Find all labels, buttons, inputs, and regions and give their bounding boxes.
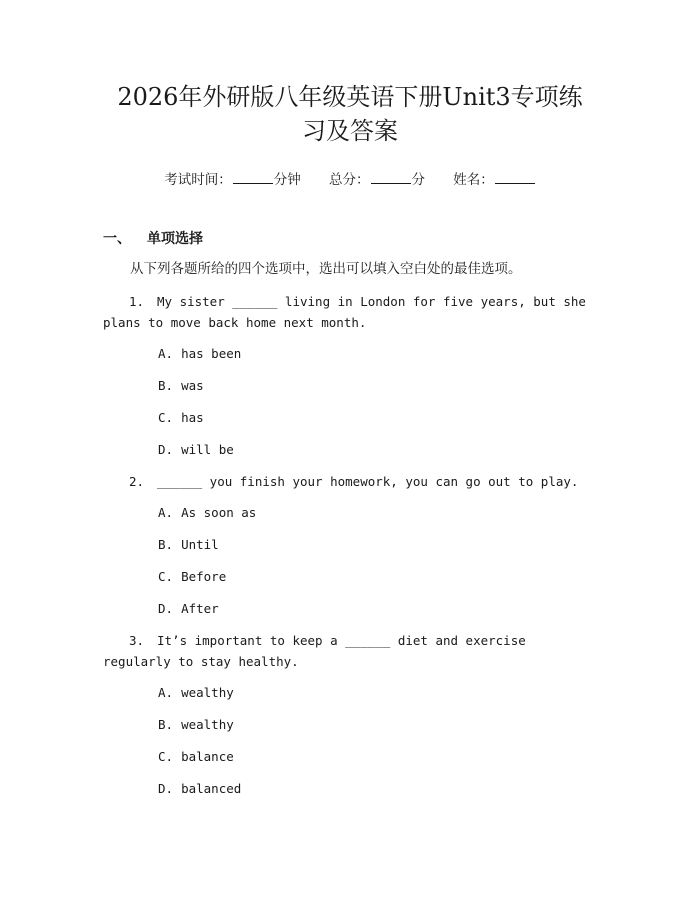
time-blank	[233, 170, 273, 184]
option-letter: B.	[158, 717, 174, 732]
title-line-2: 习及答案	[302, 117, 398, 145]
option-text: After	[181, 601, 219, 616]
option-text: has	[181, 410, 204, 425]
option-text: balance	[181, 749, 234, 764]
exam-time	[164, 170, 301, 189]
title-line-1: 2026年外研版八年级英语下册Unit3专项练	[117, 83, 583, 111]
question-2-option-d	[158, 600, 219, 618]
question-number: 2.	[129, 474, 145, 489]
option-letter: A.	[158, 685, 174, 700]
name-blank	[495, 170, 535, 184]
question-1-option-d	[158, 441, 234, 459]
name-label: 姓名：	[453, 172, 494, 188]
option-text: As soon as	[181, 505, 257, 520]
option-letter: D.	[158, 442, 174, 457]
question-3-option-b	[158, 716, 234, 734]
option-letter: A.	[158, 346, 174, 361]
option-text: Until	[181, 537, 219, 552]
time-unit: 分钟	[273, 172, 301, 188]
question-2-option-a	[158, 504, 256, 522]
time-label: 考试时间：	[164, 172, 232, 188]
section-number: 一、	[103, 231, 131, 247]
question-1-option-c	[158, 409, 204, 427]
option-letter: C.	[158, 569, 174, 584]
score-unit: 分	[411, 172, 425, 188]
page-title	[90, 80, 610, 148]
exam-score	[329, 170, 425, 189]
question-1-option-b	[158, 377, 204, 395]
option-text: has been	[181, 346, 242, 361]
question-text: It’s important to keep a ______ diet and exercise regularly to stay healthy.	[103, 633, 526, 669]
option-letter: C.	[158, 749, 174, 764]
question-number: 1.	[129, 294, 145, 309]
option-letter: B.	[158, 537, 174, 552]
question-1-option-a	[158, 345, 241, 363]
option-text: wealthy	[181, 685, 234, 700]
option-letter: B.	[158, 378, 174, 393]
question-1	[103, 291, 593, 333]
question-number: 3.	[129, 633, 145, 648]
score-label: 总分：	[329, 172, 370, 188]
section-instruction: 从下列各题所给的四个选项中，选出可以填入空白处的最佳选项。	[130, 261, 522, 277]
option-letter: D.	[158, 601, 174, 616]
option-text: wealthy	[181, 717, 234, 732]
option-text: was	[181, 378, 204, 393]
question-2-option-b	[158, 536, 219, 554]
question-3-option-c	[158, 748, 234, 766]
option-text: balanced	[181, 781, 242, 796]
option-letter: A.	[158, 505, 174, 520]
option-letter: C.	[158, 410, 174, 425]
exam-name	[453, 170, 536, 189]
option-letter: D.	[158, 781, 174, 796]
exam-info-bar	[0, 170, 700, 189]
score-blank	[371, 170, 411, 184]
question-text: My sister ______ living in London for five years, but she plans to move back home next month.	[103, 294, 586, 330]
question-2	[103, 471, 593, 492]
question-3	[103, 630, 593, 672]
section-heading	[103, 230, 203, 248]
question-3-option-d	[158, 780, 241, 798]
option-text: Before	[181, 569, 227, 584]
question-2-option-c	[158, 568, 226, 586]
question-3-option-a	[158, 684, 234, 702]
option-text: will be	[181, 442, 234, 457]
question-text: ______ you finish your homework, you can go out to play.	[157, 474, 579, 489]
section-title: 单项选择	[147, 231, 203, 247]
